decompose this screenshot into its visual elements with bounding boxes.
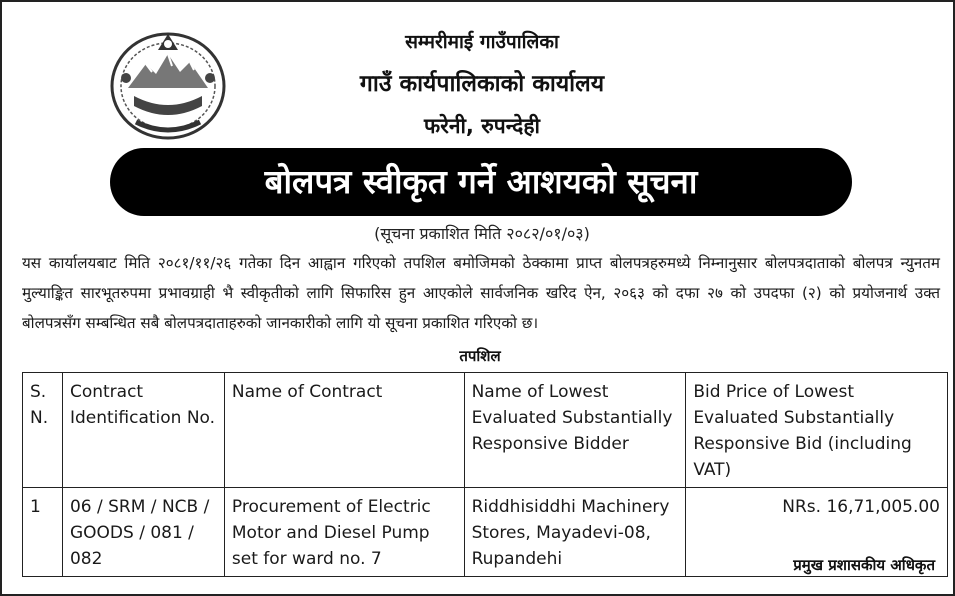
header-sn: S. N.	[23, 373, 63, 488]
row-contract-name: Procurement of Electric Motor and Diesel Pump set for ward no. 7	[224, 488, 464, 577]
nepal-government-emblem-icon	[106, 26, 230, 144]
row-sn: 1	[23, 488, 63, 577]
row-bidder: Riddhisiddhi Machinery Stores, Mayadevi-08, Rupandehi	[464, 488, 686, 577]
schedule-title: तपशिल	[459, 347, 501, 365]
table-header-row	[23, 373, 948, 488]
notice-title-banner: बोलपत्र स्वीकृत गर्ने आशयको सूचना	[110, 148, 852, 216]
municipality-name: सम्मरीमाई गाउँपालिका	[405, 31, 559, 53]
header-bidder: Name of Lowest Evaluated Substantially Responsive Bidder	[464, 373, 686, 488]
signatory-title: प्रमुख प्रशासकीय अधिकृत	[793, 556, 935, 574]
notice-body: यस कार्यालयबाट मिति २०८१/११/२६ गतेका दिन आह्वान गरिएको तपशिल बमोजिमको ठेक्कामा प्राप्त बोलपत्रहरुमध्ये निम्नानुसार बोलपत्रदाताको बोलपत्र न्युनतम मुल्याङ्कित सारभूतरुपमा प्रभावग्राही भै स्वीकृतीको लागि सिफारिस हुन आएकोले सार्वजनिक खरिद ऐन, २०६३ को दफा २७ को उपदफा (२) को प्रयोजनार्थ उक्त बोलपत्रसँग सम्बन्धित सबै बोलपत्रदाताहरुको जानकारीको लागि यो सूचना प्रकाशित गरिएको छ।	[22, 254, 940, 332]
header-contract-id: Contract Identification No.	[62, 373, 224, 488]
header-contract-name: Name of Contract	[224, 373, 464, 488]
office-name: गाउँ कार्यपालिकाको कार्यालय	[359, 71, 605, 97]
contract-table	[22, 372, 948, 577]
row-price: NRs. 16,71,005.00	[686, 488, 948, 577]
office-location: फरेनी, रुपन्देही	[424, 114, 540, 138]
header-price: Bid Price of Lowest Evaluated Substantially Responsive Bid (including VAT)	[686, 373, 948, 488]
row-contract-id: 06 / SRM / NCB / GOODS / 081 / 082	[62, 488, 224, 577]
publication-date: (सूचना प्रकाशित मिति २०८२/०१/०३)	[374, 224, 590, 243]
